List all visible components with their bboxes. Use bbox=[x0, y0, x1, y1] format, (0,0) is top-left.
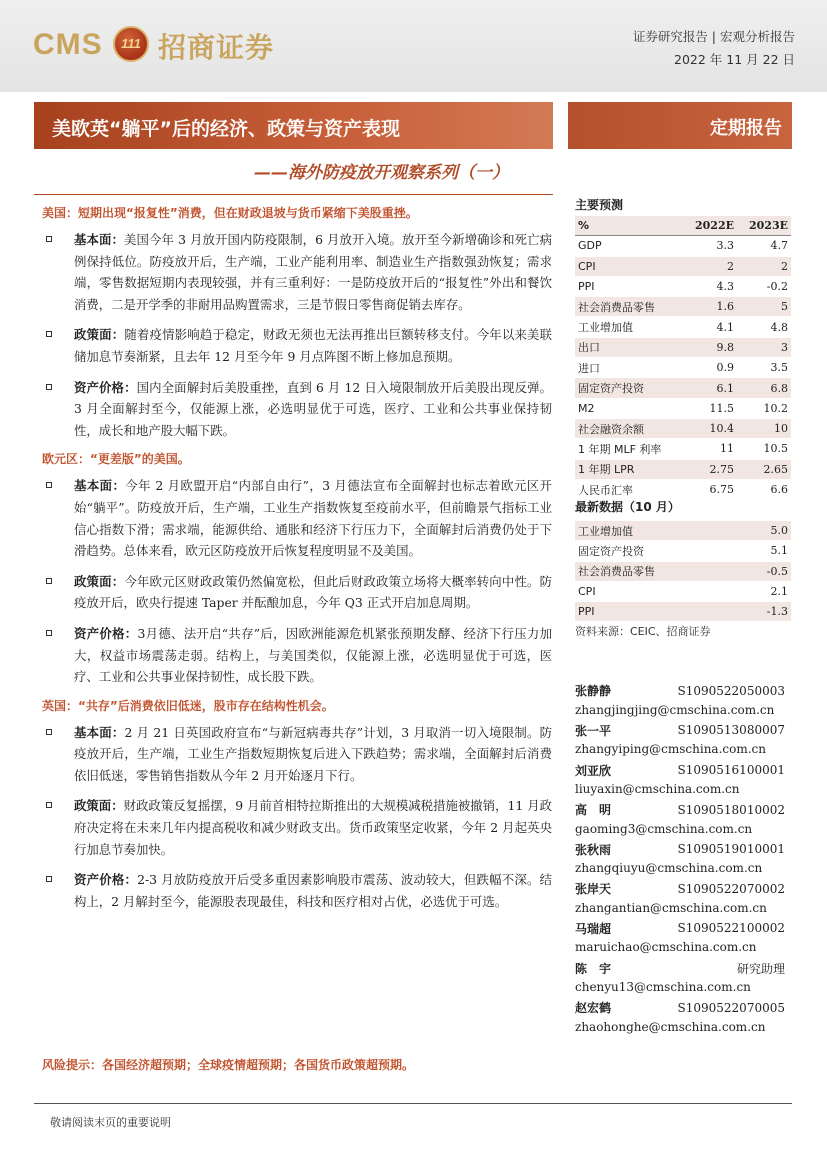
table-row bbox=[575, 378, 791, 398]
table-row bbox=[575, 561, 791, 581]
report-badge: 定期报告 bbox=[710, 118, 782, 139]
analyst-email[interactable]: zhangqiuyu@cmschina.com.cn bbox=[575, 861, 763, 876]
analyst-row bbox=[575, 839, 785, 859]
analyst-row bbox=[575, 998, 785, 1018]
cell-value: 4.7 bbox=[737, 236, 791, 256]
bullet-label: 政策面： bbox=[74, 798, 124, 814]
report-type: 证券研究报告 | 宏观分析报告 bbox=[632, 29, 795, 44]
cell-value: 10.2 bbox=[737, 398, 791, 418]
row-label: 工业增加值 bbox=[575, 521, 737, 541]
analyst-name: 高 明 bbox=[575, 803, 612, 818]
forecast-table bbox=[575, 216, 791, 500]
logo-emblem-icon: 111 bbox=[113, 26, 149, 62]
table-row bbox=[575, 581, 791, 601]
analyst-code: S1090516100001 bbox=[677, 763, 785, 778]
cell-value: -0.5 bbox=[737, 561, 791, 581]
cell-value: 4.8 bbox=[737, 317, 791, 337]
cell-value: 4.3 bbox=[683, 276, 737, 296]
bullet-item bbox=[46, 869, 552, 912]
cell-value: 2.1 bbox=[737, 581, 791, 601]
bullet-text: 2 月 21 日英国政府宣布“与新冠病毒共存”计划，3 月取消一切入境限制。防疫放开后，生产端，工业生产指数短期恢复后进入下跌趋势；需求端，全面解封后消费依旧低迷，零售销售指数从今年 2 月开始逐月下行。 bbox=[74, 724, 552, 783]
analyst-email[interactable]: zhangjingjing@cmschina.com.cn bbox=[575, 702, 775, 717]
table-header-row bbox=[575, 216, 791, 236]
analyst-row bbox=[575, 721, 785, 741]
analyst-code: S1090522070002 bbox=[677, 881, 785, 896]
table-row bbox=[575, 541, 791, 561]
row-label: 社会消费品零售 bbox=[575, 561, 737, 581]
square-bullet-icon bbox=[46, 802, 52, 808]
square-bullet-icon bbox=[46, 578, 52, 584]
table-row bbox=[575, 479, 791, 499]
row-label: CPI bbox=[575, 256, 683, 276]
footer-note: 敬请阅读末页的重要说明 bbox=[50, 1116, 171, 1129]
cell-value: 9.8 bbox=[683, 337, 737, 357]
row-label: 固定资产投资 bbox=[575, 378, 683, 398]
table-row bbox=[575, 521, 791, 541]
cell-value: -0.2 bbox=[737, 276, 791, 296]
cell-value: 4.1 bbox=[683, 317, 737, 337]
analyst-email[interactable]: liuyaxin@cmschina.com.cn bbox=[575, 781, 740, 796]
bullet-item bbox=[46, 722, 552, 787]
latest-data-block bbox=[575, 498, 791, 639]
row-label: 社会消费品零售 bbox=[575, 297, 683, 317]
square-bullet-icon bbox=[46, 630, 52, 636]
bullet-text: 财政政策反复摇摆，9 月前首相特拉斯推出的大规模减税措施被撤销，11 月政府决定将在未来几年内提高税收和减少财政支出。货币政策坚定收紧，今年 2 月起英央行加息节奏加快。 bbox=[74, 798, 552, 857]
analyst-name: 赵宏鹤 bbox=[575, 1001, 612, 1016]
analyst-row bbox=[575, 958, 785, 978]
analyst-email[interactable]: zhangantian@cmschina.com.cn bbox=[575, 900, 767, 915]
table-row bbox=[575, 418, 791, 438]
square-bullet-icon bbox=[46, 236, 52, 242]
analyst-email[interactable]: zhangyiping@cmschina.com.cn bbox=[575, 742, 766, 757]
column-header: 2022E bbox=[683, 216, 737, 236]
cell-value: 6.8 bbox=[737, 378, 791, 398]
analyst-code: 研究助理 bbox=[736, 961, 785, 976]
bullet-text: 2-3 月放防疫放开后受多重因素影响股市震荡、波动较大，但跌幅不深。结构上，2 月解封至今，能源股表现最佳，科技和医疗相对占优，必选优于可选。 bbox=[74, 872, 552, 909]
bullet-label: 基本面： bbox=[74, 478, 126, 494]
bullet-text: 随着疫情影响趋于稳定，财政无须也无法再推出巨额转移支付。今年以来美联储加息节奏渐紧，且去年 12 月至今年 9 月点阵图不断上修加息预期。 bbox=[74, 327, 553, 364]
analyst-code: S1090522100002 bbox=[677, 921, 785, 936]
row-label: M2 bbox=[575, 398, 683, 418]
logo-chinese: 招商证券 bbox=[158, 31, 275, 64]
bullet-label: 资产价格： bbox=[74, 379, 137, 395]
report-date: 2022 年 11 月 22 日 bbox=[674, 52, 795, 67]
row-label: 社会融资余额 bbox=[575, 418, 683, 438]
row-label: 1 年期 MLF 利率 bbox=[575, 439, 683, 459]
bullet-text: 3月德、法开启“共存”后，因欧洲能源危机紧张预期发酵、经济下行压力加大，权益市场震荡走弱。结构上，与美国类似，仅能源上涨，必选明显优于可选，医疗、工业和公共事业保持韧性，成长股下跌。 bbox=[74, 625, 552, 685]
row-label: 1 年期 LPR bbox=[575, 459, 683, 479]
row-label: PPI bbox=[575, 602, 737, 622]
analyst-code: S1090513080007 bbox=[677, 723, 785, 738]
square-bullet-icon bbox=[46, 482, 52, 488]
main-body bbox=[34, 204, 552, 921]
forecast-block bbox=[575, 196, 791, 500]
section-heading-eurozone: 欧元区：“更差版”的美国。 bbox=[42, 452, 190, 467]
bullet-label: 政策面： bbox=[74, 573, 125, 589]
square-bullet-icon bbox=[46, 331, 52, 337]
report-subtitle: ——海外防疫放开观察系列（一） bbox=[254, 163, 509, 183]
cell-value: 11.5 bbox=[683, 398, 737, 418]
row-label: 出口 bbox=[575, 337, 683, 357]
cell-value: 3.3 bbox=[683, 236, 737, 256]
analyst-email[interactable]: maruichao@cmschina.com.cn bbox=[575, 940, 757, 955]
analyst-name: 陈 宇 bbox=[575, 961, 612, 976]
analyst-name: 张一平 bbox=[575, 723, 612, 738]
table-row bbox=[575, 236, 791, 256]
cell-value: 6.1 bbox=[683, 378, 737, 398]
analyst-row bbox=[575, 919, 785, 939]
cell-value: 5.1 bbox=[737, 541, 791, 561]
bullet-label: 基本面： bbox=[74, 232, 125, 247]
cell-value: 3.5 bbox=[737, 358, 791, 378]
analyst-code: S1090522050003 bbox=[677, 683, 785, 698]
bullet-label: 基本面： bbox=[74, 724, 125, 740]
table-row bbox=[575, 317, 791, 337]
analyst-row bbox=[575, 879, 785, 899]
analyst-name: 张静静 bbox=[575, 684, 612, 699]
analyst-code: S1090522070005 bbox=[677, 1000, 785, 1015]
row-label: CPI bbox=[575, 581, 737, 601]
table-row bbox=[575, 398, 791, 418]
table-row bbox=[575, 256, 791, 276]
bullet-item bbox=[46, 229, 552, 315]
bullet-text: 美国今年 3 月放开国内防疫限制，6 月放开入境。放开至今新增确诊和死亡病例保持低位。防疫放开后，生产端，工业产能利用率、制造业生产指数强劲恢复；需求端，零售数据短期内表现较强，并有三重利好：一是防疫放开后的“报复性”外出和餐饮消费，二是开学季的非耐用品购置需求，三是节假日零售商促销去库存。 bbox=[74, 232, 552, 312]
cell-value: 2 bbox=[737, 256, 791, 276]
bullet-item bbox=[46, 475, 552, 561]
column-header: % bbox=[575, 216, 683, 236]
cell-value: 0.9 bbox=[683, 358, 737, 378]
bullet-label: 政策面： bbox=[74, 327, 125, 343]
forecast-title: 主要预测 bbox=[575, 198, 624, 212]
cell-value: 2.65 bbox=[737, 459, 791, 479]
bullet-text: 今年欧元区财政政策仍然偏宽松，但此后财政政策立场将大概率转向中性。防疫放开后，欧央行提速 Taper 并酝酿加息，今年 Q3 正式开启加息周期。 bbox=[74, 573, 553, 611]
table-row bbox=[575, 276, 791, 296]
analyst-name: 张岸天 bbox=[575, 882, 612, 897]
table-row bbox=[575, 459, 791, 479]
bullet-label: 资产价格： bbox=[74, 625, 138, 641]
cell-value: 5 bbox=[737, 297, 791, 317]
data-source: 资料来源：CEIC、招商证券 bbox=[575, 625, 711, 639]
cell-value: 10.4 bbox=[683, 418, 737, 438]
analyst-row bbox=[575, 800, 785, 820]
square-bullet-icon bbox=[46, 384, 52, 390]
row-label: 人民币汇率 bbox=[575, 479, 683, 499]
column-header: 2023E bbox=[737, 216, 791, 236]
bullet-item bbox=[46, 623, 552, 688]
title-divider bbox=[34, 194, 553, 195]
bullet-label: 资产价格： bbox=[74, 872, 138, 888]
bullet-item bbox=[46, 571, 552, 614]
analyst-email[interactable]: zhaohonghe@cmschina.com.cn bbox=[575, 1019, 766, 1034]
analyst-email[interactable]: chenyu13@cmschina.com.cn bbox=[575, 979, 751, 994]
bullet-item bbox=[46, 324, 552, 367]
logo-latin: CMS bbox=[33, 28, 103, 61]
latest-data-table bbox=[575, 521, 791, 622]
analyst-row bbox=[575, 760, 785, 780]
cell-value: 1.6 bbox=[683, 297, 737, 317]
report-title: 美欧英“躺平”后的经济、政策与资产表现 bbox=[52, 118, 400, 140]
analyst-row bbox=[575, 681, 785, 701]
bullet-item bbox=[46, 795, 552, 860]
table-row bbox=[575, 297, 791, 317]
analyst-code: S1090519010001 bbox=[677, 842, 785, 857]
analyst-name: 马瑞超 bbox=[575, 921, 612, 936]
cell-value: 2 bbox=[683, 256, 737, 276]
table-row bbox=[575, 602, 791, 622]
table-row bbox=[575, 358, 791, 378]
cell-value: 11 bbox=[683, 439, 737, 459]
analyst-code: S1090518010002 bbox=[677, 802, 785, 817]
row-label: 工业增加值 bbox=[575, 317, 683, 337]
bullet-text: 国内全面解封后美股重挫，直到 6 月 12 日入境限制放开后美股出现反弹。3 月全面解封至今，仅能源上涨，必选明显优于可选，医疗、工业和公共事业保持韧性，成长和地产股大幅下跌。 bbox=[74, 379, 553, 438]
footer-divider bbox=[34, 1103, 792, 1104]
bullet-text: 今年 2 月欧盟开启“内部自由行”，3 月德法宣布全面解封也标志着欧元区开始“躺平”。防疫放开后，生产端，工业生产指数恢复至疫前水平，但前瞻景气指标工业信心指数下滑；需求端，能源供给、通胀和经济下行压力下，全面解封后消费仍处于下滑趋势。总体来看，欧元区防疫放开后恢复程度明显不及美国。 bbox=[74, 478, 552, 559]
cell-value: 6.6 bbox=[737, 479, 791, 499]
section-heading-uk: 英国：“共存”后消费依旧低迷，股市存在结构性机会。 bbox=[42, 698, 334, 713]
cell-value: 3 bbox=[737, 337, 791, 357]
row-label: GDP bbox=[575, 236, 683, 256]
risk-warning: 风险提示：各国经济超预期；全球疫情超预期；各国货币政策超预期。 bbox=[42, 1058, 415, 1072]
cell-value: 10 bbox=[737, 418, 791, 438]
cell-value: 10.5 bbox=[737, 439, 791, 459]
square-bullet-icon bbox=[46, 876, 52, 882]
cell-value: 2.75 bbox=[683, 459, 737, 479]
analyst-name: 张秋雨 bbox=[575, 842, 612, 857]
analyst-name: 刘亚欣 bbox=[575, 763, 612, 778]
table-row bbox=[575, 337, 791, 357]
section-heading-us: 美国：短期出现“报复性”消费，但在财政退坡与货币紧缩下美股重挫。 bbox=[42, 206, 418, 220]
analyst-email[interactable]: gaoming3@cmschina.com.cn bbox=[575, 821, 753, 836]
latest-data-title: 最新数据（10 月） bbox=[575, 500, 680, 514]
bullet-item bbox=[46, 377, 552, 442]
row-label: 固定资产投资 bbox=[575, 541, 737, 561]
cell-value: 6.75 bbox=[683, 479, 737, 499]
row-label: 进口 bbox=[575, 358, 683, 378]
analyst-list bbox=[575, 681, 785, 1037]
square-bullet-icon bbox=[46, 729, 52, 735]
table-row bbox=[575, 439, 791, 459]
row-label: PPI bbox=[575, 276, 683, 296]
cell-value: -1.3 bbox=[737, 602, 791, 622]
cell-value: 5.0 bbox=[737, 521, 791, 541]
